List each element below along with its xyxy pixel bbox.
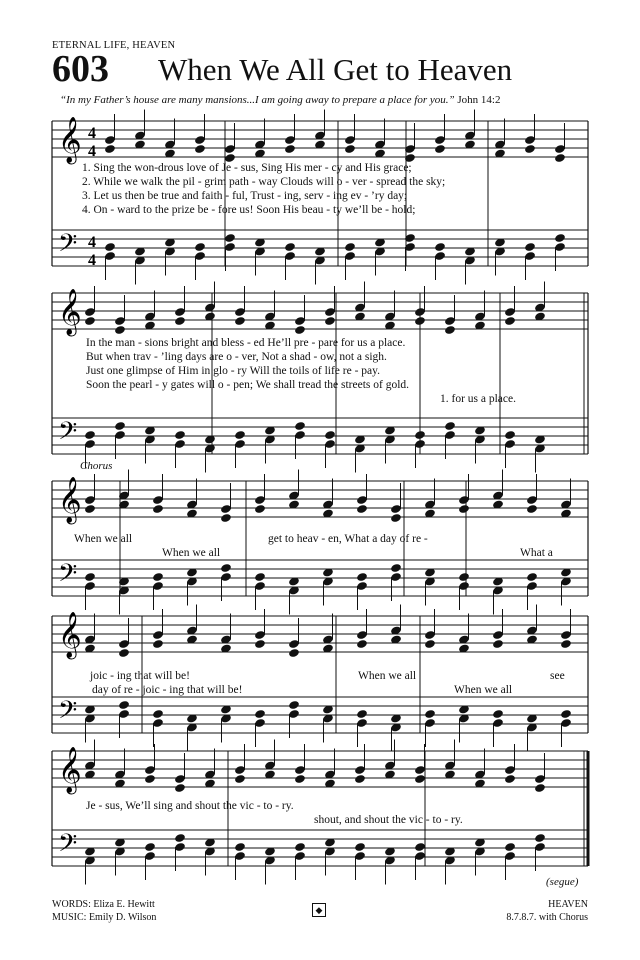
note-head — [144, 842, 156, 852]
bass-clef-icon: 𝄢 — [58, 696, 78, 731]
note-head — [414, 842, 426, 852]
note-head — [414, 430, 426, 440]
scripture-reference: John 14:2 — [457, 94, 501, 106]
note-head — [444, 325, 456, 335]
verse-2-line-2: But when trav - ’ling days are o - ver, Not a shad - ow, not a sigh. — [86, 351, 387, 363]
note-head — [174, 316, 186, 326]
note-head — [114, 325, 126, 335]
note-head — [284, 144, 296, 154]
scripture-text: “In my Father’s house are many mansions...I am going away to prepare a place for you.” — [60, 94, 455, 106]
chorus-upper-5: see — [550, 670, 565, 682]
meter: 8.7.8.7. with Chorus — [506, 912, 588, 923]
chorus-lower-4: When we all — [454, 684, 513, 696]
note-head — [324, 430, 336, 440]
first-ending-lyric: 1. for us a place. — [440, 393, 516, 405]
verse-1-line-1: 1. Sing the won-drous love of Je - sus, Sing His mer - cy and His grace; — [82, 162, 412, 174]
note-head — [492, 709, 504, 719]
chorus-upper-6: Je - sus, We’ll sing and shout the vic - to - ry. — [86, 800, 294, 812]
note-head — [104, 144, 116, 154]
note-head — [152, 572, 164, 582]
note-head — [354, 774, 366, 784]
note-head — [504, 430, 516, 440]
chorus-upper-3: joic - ing that will be! — [90, 670, 190, 682]
note-head — [220, 513, 232, 523]
bass-clef-icon: 𝄢 — [58, 229, 78, 264]
chorus-upper-4: When we all — [358, 670, 417, 682]
note-head — [344, 242, 356, 252]
note-head — [424, 709, 436, 719]
note-head — [84, 504, 96, 514]
page-nav-icon[interactable]: ◆ — [312, 903, 326, 917]
hymn-number: 603 — [52, 48, 109, 90]
chorus-label: Chorus — [80, 460, 113, 472]
note-head — [356, 639, 368, 649]
note-head — [234, 316, 246, 326]
note-head — [118, 700, 130, 710]
note-head — [560, 709, 572, 719]
note-head — [526, 572, 538, 582]
note-head — [152, 639, 164, 649]
note-head — [424, 639, 436, 649]
note-head — [144, 774, 156, 784]
note-head — [390, 563, 402, 573]
note-head — [554, 153, 566, 163]
bass-clef-icon: 𝄢 — [58, 417, 78, 452]
note-head — [284, 242, 296, 252]
treble-clef-icon: 𝄞 — [58, 747, 82, 793]
note-head — [356, 709, 368, 719]
note-head — [234, 430, 246, 440]
note-head — [84, 430, 96, 440]
note-head — [390, 513, 402, 523]
note-head — [294, 421, 306, 431]
note-head — [504, 774, 516, 784]
note-head — [152, 709, 164, 719]
note-head — [354, 842, 366, 852]
note-head — [524, 144, 536, 154]
note-head — [526, 504, 538, 514]
note-head — [560, 639, 572, 649]
treble-clef-icon: 𝄞 — [58, 477, 82, 523]
time-signature-top: 4 — [88, 125, 96, 142]
note-head — [118, 648, 130, 658]
footer-credits — [52, 898, 156, 924]
note-head — [414, 774, 426, 784]
tune-info — [506, 898, 588, 924]
hymn-category: ETERNAL LIFE, HEAVEN — [52, 40, 176, 51]
chorus-lower-2: What a — [520, 547, 553, 559]
note-head — [114, 421, 126, 431]
note-head — [294, 774, 306, 784]
time-signature-bottom: 4 — [88, 252, 96, 269]
verse-2-line-1: 2. While we walk the pil - grim path - way Clouds will o - ver - spread the sky; — [82, 176, 446, 188]
note-head — [174, 430, 186, 440]
note-head — [356, 504, 368, 514]
note-head — [444, 421, 456, 431]
note-head — [434, 242, 446, 252]
note-head — [492, 639, 504, 649]
note-head — [458, 504, 470, 514]
note-head — [524, 242, 536, 252]
note-head — [84, 316, 96, 326]
note-head — [504, 316, 516, 326]
note-head — [174, 783, 186, 793]
note-head — [152, 504, 164, 514]
note-head — [254, 504, 266, 514]
note-head — [234, 774, 246, 784]
note-head — [254, 709, 266, 719]
words-credit: WORDS: Eliza E. Hewitt — [52, 899, 155, 910]
chorus-lower-3: day of re - joic - ing that will be! — [92, 684, 243, 696]
note-head — [458, 572, 470, 582]
bass-clef-icon: 𝄢 — [58, 829, 78, 864]
chorus-upper-1: When we all — [74, 533, 133, 545]
note-head — [504, 842, 516, 852]
bass-clef-icon: 𝄢 — [58, 559, 78, 594]
note-head — [434, 144, 446, 154]
note-head — [554, 233, 566, 243]
note-head — [174, 833, 186, 843]
note-head — [194, 242, 206, 252]
note-head — [324, 316, 336, 326]
note-head — [220, 563, 232, 573]
note-head — [254, 572, 266, 582]
note-head — [294, 325, 306, 335]
verse-4-line-1: 4. On - ward to the prize be - fore us! Soon His beau - ty we’ll be - hold; — [82, 204, 416, 216]
verse-3-line-1: 3. Let us then be true and faith - ful, Trust - ing, serv - ing ev - ’ry day; — [82, 190, 408, 202]
music-credit: MUSIC: Emily D. Wilson — [52, 912, 157, 923]
note-head — [356, 572, 368, 582]
note-head — [104, 242, 116, 252]
chorus-lower-1: When we all — [162, 547, 221, 559]
time-signature-top: 4 — [88, 234, 96, 251]
note-head — [84, 572, 96, 582]
note-head — [294, 842, 306, 852]
note-head — [288, 648, 300, 658]
note-head — [224, 233, 236, 243]
note-head — [234, 842, 246, 852]
tune-name: HEAVEN — [548, 899, 588, 910]
note-head — [344, 144, 356, 154]
verse-4-line-2: Soon the pearl - y gates will o - pen; We shall tread the streets of gold. — [86, 379, 410, 391]
note-head — [194, 144, 206, 154]
verse-1-line-2: In the man - sions bright and bless - ed He’ll pre - pare for us a place. — [86, 337, 406, 349]
note-head — [534, 833, 546, 843]
chorus-lower-5: shout, and shout the vic - to - ry. — [314, 814, 463, 826]
treble-clef-icon: 𝄞 — [58, 289, 82, 335]
treble-clef-icon: 𝄞 — [58, 612, 82, 658]
note-head — [288, 700, 300, 710]
time-signature-bottom: 4 — [88, 143, 96, 160]
hymn-title: When We All Get to Heaven — [158, 52, 513, 87]
chorus-upper-2: get to heav - en, What a day of re - — [268, 533, 428, 545]
verse-3-line-2: Just one glimpse of Him in glo - ry Will the toils of life re - pay. — [86, 365, 381, 377]
note-head — [414, 316, 426, 326]
note-head — [254, 639, 266, 649]
note-head — [534, 783, 546, 793]
segue-marking: (segue) — [546, 876, 579, 888]
treble-clef-icon: 𝄞 — [58, 117, 82, 163]
